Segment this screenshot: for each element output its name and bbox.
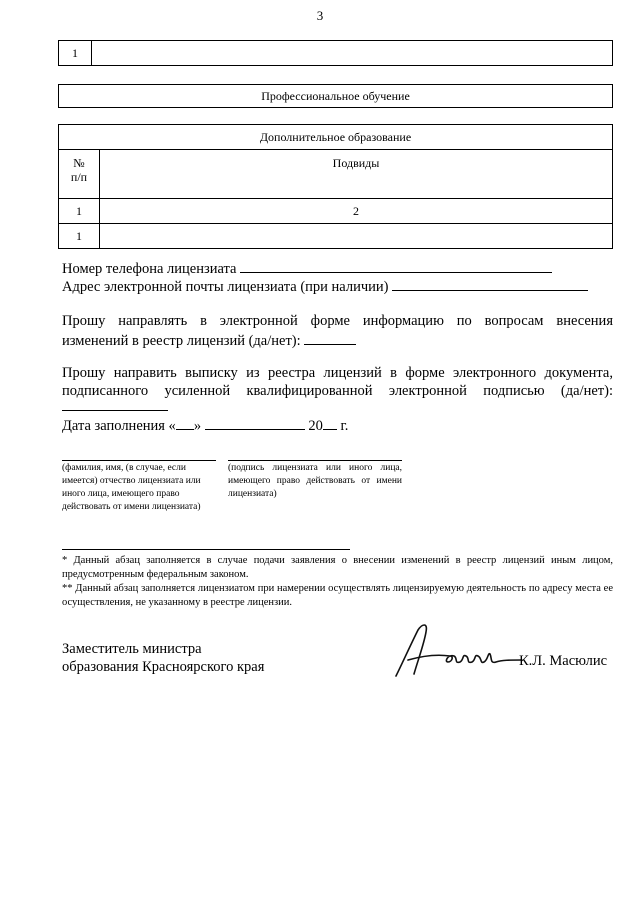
- row-content: [92, 41, 613, 66]
- date-mid: »: [193, 418, 202, 434]
- date-year: 20: [308, 418, 323, 434]
- request-electronic-label: изменений в реестр лицензий (да/нет):: [62, 333, 301, 349]
- col-subtypes-header: Подвиды: [100, 150, 613, 199]
- date-day-blank[interactable]: [176, 415, 194, 430]
- handwritten-signature: [392, 616, 528, 682]
- footnote-1: * Данный абзац заполняется в случае подачи заявления о внесении изменений в реестр лицензий иным лицом, предусмотренным федеральным законом.: [62, 555, 613, 580]
- page-number: 3: [316, 8, 324, 23]
- additional-education-title: Дополнительное образование: [59, 125, 613, 150]
- signatory-title-line1: Заместитель министра: [62, 641, 202, 657]
- date-year-blank[interactable]: [323, 415, 337, 430]
- date-month-blank[interactable]: [205, 415, 305, 430]
- row-number: 1: [59, 41, 92, 66]
- signatory-name: К.Л. Масюлис: [519, 653, 608, 669]
- footnote-2: ** Данный абзац заполняется лицензиатом при намерении осуществлять лицензируемую деятельность по адресу места ее осуществления, не указанному в реестре лицензии.: [62, 583, 613, 608]
- additional-education-table: [58, 124, 613, 249]
- phone-label: Номер телефона лицензиата: [62, 261, 237, 277]
- date-suffix: г.: [340, 418, 349, 434]
- professional-training-header: Профессиональное обучение: [58, 84, 613, 108]
- request-electronic-blank[interactable]: [304, 330, 356, 345]
- request-electronic-line2: [62, 330, 613, 350]
- email-blank[interactable]: [392, 276, 588, 291]
- table-row: [59, 41, 613, 66]
- name-signature-line: [62, 460, 216, 461]
- index-cell: 1: [59, 199, 100, 224]
- email-line: [62, 276, 622, 296]
- index-cell: 2: [100, 199, 613, 224]
- signatory-title-line2: образования Красноярского края: [62, 659, 265, 675]
- name-caption: (фамилия, имя, (в случае, если имеется) отчество лицензиата или иного лица, имеющего право действовать от имени лицензиата): [62, 463, 201, 512]
- request-electronic-line1: Прошу направлять в электронной форме информацию по вопросам внесения: [62, 313, 613, 329]
- date-line: [62, 415, 382, 435]
- table-row: [59, 224, 613, 249]
- phone-line: [62, 258, 622, 278]
- table-row: [59, 199, 613, 224]
- request-extract-line1: Прошу направить выписку из реестра лицензий в форме электронного документа,: [62, 365, 613, 381]
- table-row: [59, 150, 613, 199]
- request-extract-line2: подписанного усиленной квалифицированной электронной подписью (да/нет):: [62, 383, 613, 399]
- license-row-table: [58, 40, 613, 66]
- signature-caption: (подпись лицензиата или иного лица, имеющего право действовать от имени лицензиата): [228, 463, 402, 499]
- request-extract-blank[interactable]: [62, 410, 168, 411]
- col-num-header: № п/п: [59, 150, 100, 199]
- table-row: [59, 125, 613, 150]
- date-label: Дата заполнения «: [62, 418, 176, 434]
- data-cell-value: [100, 224, 613, 249]
- data-cell-num: 1: [59, 224, 100, 249]
- email-label: Адрес электронной почты лицензиата (при наличии): [62, 279, 389, 295]
- footnote-separator: [62, 549, 350, 550]
- signature-line: [228, 460, 402, 461]
- phone-blank[interactable]: [240, 258, 552, 273]
